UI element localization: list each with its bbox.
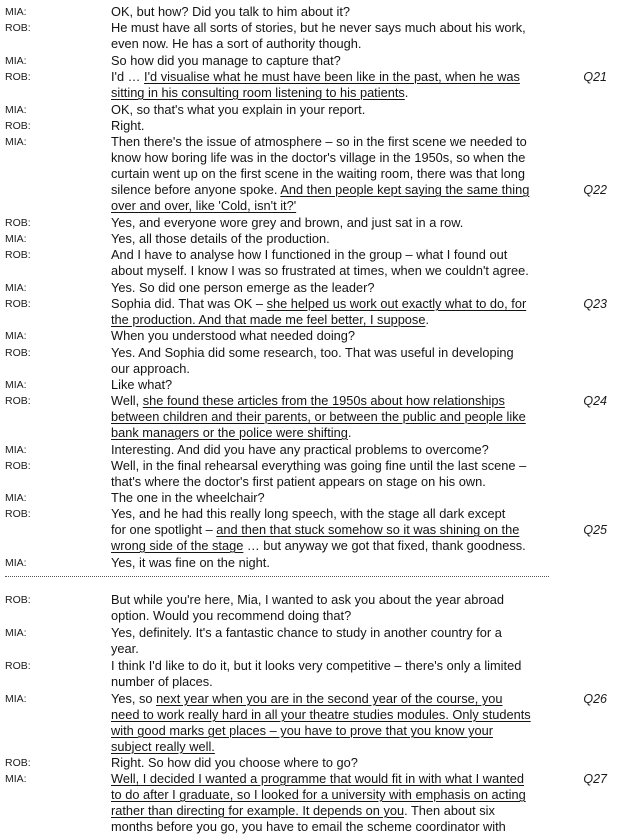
dialogue-text-segment: Yes, so <box>111 691 157 706</box>
dialogue-text <box>111 522 519 538</box>
dialogue-text <box>111 707 531 723</box>
transcript-line <box>0 182 617 198</box>
underlined-answer-text: need to work really hard in all your theatre studies modules. Only students <box>111 707 531 722</box>
dialogue-text <box>111 118 144 134</box>
dialogue-text-segment: Like what? <box>111 377 173 392</box>
underlined-answer-text: Well, I decided I wanted a programme that would fit in with what I wanted <box>111 771 525 786</box>
transcript-line <box>0 361 617 377</box>
dialogue-text-segment: curtain went up on the first scene in the waiting room, there was that long <box>111 166 525 181</box>
dialogue-text-segment: . <box>425 312 430 327</box>
dialogue-text <box>111 803 495 819</box>
transcript-line <box>0 134 617 150</box>
transcript-line <box>0 166 617 182</box>
speaker-label: MIA: <box>5 282 27 294</box>
speaker-label: ROB: <box>5 508 31 520</box>
dialogue-text <box>111 458 526 474</box>
speaker-label: ROB: <box>5 660 31 672</box>
speaker-label: ROB: <box>5 22 31 34</box>
transcript-line <box>0 608 617 624</box>
speaker-label: MIA: <box>5 55 27 67</box>
dialogue-text-segment: Interesting. And did you have any practical problems to overcome? <box>111 442 489 457</box>
dialogue-text <box>111 490 265 506</box>
dialogue-text-segment: about myself. I know I was so frustrated at times, when we couldn't agree. <box>111 263 529 278</box>
transcript-line <box>0 85 617 101</box>
speaker-label: MIA: <box>5 444 27 456</box>
dialogue-text-segment: Sophia did. That was OK – <box>111 296 267 311</box>
transcript-line <box>0 328 617 344</box>
dialogue-text <box>111 608 351 624</box>
dialogue-text-segment: that's where the doctor's first patient appears on stage on his own. <box>111 474 486 489</box>
transcript-line <box>0 247 617 263</box>
transcript-line <box>0 20 617 36</box>
transcript-line <box>0 555 617 571</box>
dialogue-text-segment: Well, <box>111 393 143 408</box>
underlined-answer-text: I'd visualise what he must have been like in the past, when he was <box>144 69 520 84</box>
transcript-line <box>0 458 617 474</box>
transcript-line <box>0 296 617 312</box>
dialogue-text <box>111 393 505 409</box>
dialogue-text-segment: . Then about six <box>404 803 495 818</box>
dialogue-text <box>111 4 350 20</box>
question-number: Q25 <box>583 523 607 537</box>
transcript-line <box>0 592 617 608</box>
dialogue-text <box>111 345 514 361</box>
dialogue-text-segment: Yes, and everyone wore grey and brown, and just sat in a row. <box>111 215 464 230</box>
transcript-line <box>0 641 617 657</box>
transcript-line <box>0 787 617 803</box>
speaker-label: MIA: <box>5 557 27 569</box>
dialogue-text-segment: So how did you manage to capture that? <box>111 53 341 68</box>
transcript-line <box>0 691 617 707</box>
underlined-answer-text: And then people kept saying the same thing <box>280 182 530 197</box>
speaker-label: ROB: <box>5 120 31 132</box>
question-number: Q23 <box>583 297 607 311</box>
dialogue-text-segment: . <box>347 425 352 440</box>
transcript-line <box>0 674 617 690</box>
dialogue-text-segment: Then there's the issue of atmosphere – so in the first scene we needed to <box>111 134 527 149</box>
speaker-label: ROB: <box>5 460 31 472</box>
dialogue-text <box>111 263 529 279</box>
dialogue-text <box>111 506 505 522</box>
dialogue-text <box>111 182 529 198</box>
speaker-label: MIA: <box>5 492 27 504</box>
dialogue-text <box>111 538 526 554</box>
dialogue-text <box>111 723 493 739</box>
transcript-line <box>0 490 617 506</box>
speaker-label: MIA: <box>5 379 27 391</box>
dialogue-text <box>111 691 503 707</box>
transcript-line <box>0 707 617 723</box>
transcript-line <box>0 36 617 52</box>
dialogue-text-segment: option. Would you recommend doing that? <box>111 608 352 623</box>
transcript-line <box>0 522 617 538</box>
transcript-line <box>0 803 617 819</box>
transcript-line <box>0 215 617 231</box>
speaker-label: MIA: <box>5 330 27 342</box>
speaker-label: MIA: <box>5 233 27 245</box>
transcript-line <box>0 819 617 835</box>
dialogue-text-segment: year. <box>111 641 139 656</box>
underlined-answer-text: and then that stuck somehow so it was shining on the <box>216 522 520 537</box>
dialogue-text <box>111 102 365 118</box>
dialogue-text-segment: our approach. <box>111 361 190 376</box>
transcript-line <box>0 658 617 674</box>
transcript-line <box>0 442 617 458</box>
dialogue-text-segment: Yes. So did one person emerge as the leader? <box>111 280 375 295</box>
dialogue-text-segment: silence before anyone spoke. <box>111 182 281 197</box>
transcript-line <box>0 625 617 641</box>
transcript-line <box>0 198 617 214</box>
transcript-line <box>0 723 617 739</box>
dialogue-text-segment: Yes, it was fine on the night. <box>111 555 270 570</box>
transcript-line <box>0 771 617 787</box>
transcript-line <box>0 53 617 69</box>
dialogue-text <box>111 198 296 214</box>
speaker-label: ROB: <box>5 757 31 769</box>
dialogue-text-segment: And I have to analyse how I functioned in the group – what I found out <box>111 247 508 262</box>
underlined-answer-text: she helped us work out exactly what to do, for <box>266 296 527 311</box>
underlined-answer-text: the production. And that made me feel better, I suppose <box>111 312 426 327</box>
speaker-label: MIA: <box>5 627 27 639</box>
speaker-label: ROB: <box>5 71 31 83</box>
transcript-line <box>0 118 617 134</box>
transcript-line <box>0 506 617 522</box>
dialogue-text <box>111 296 526 312</box>
underlined-answer-text: subject really well. <box>111 739 215 754</box>
question-number: Q27 <box>583 772 607 786</box>
dialogue-text <box>111 592 504 608</box>
section-divider <box>5 576 549 577</box>
transcript-line <box>0 377 617 393</box>
dialogue-text <box>111 53 341 69</box>
dialogue-text <box>111 231 330 247</box>
transcript-line <box>0 150 617 166</box>
speaker-label: MIA: <box>5 773 27 785</box>
dialogue-text-segment: OK, but how? Did you talk to him about it? <box>111 4 351 19</box>
dialogue-text <box>111 166 525 182</box>
question-number: Q21 <box>583 70 607 84</box>
dialogue-text <box>111 377 172 393</box>
underlined-answer-text: between children and their parents, or between the public and people like <box>111 409 526 424</box>
dialogue-text <box>111 409 526 425</box>
speaker-label: ROB: <box>5 395 31 407</box>
underlined-answer-text: to do after I graduate, so I looked for a university with emphasis on acting <box>111 787 526 802</box>
question-number: Q24 <box>583 394 607 408</box>
transcript-line <box>0 474 617 490</box>
transcript-line <box>0 231 617 247</box>
dialogue-text-segment: even now. He has a sort of authority though. <box>111 36 362 51</box>
underlined-answer-text: sitting in his consulting room listening to his patients <box>111 85 405 100</box>
dialogue-text-segment: Yes, definitely. It's a fantastic chance to study in another country for a <box>111 625 502 640</box>
question-number: Q22 <box>583 183 607 197</box>
dialogue-text-segment: I'd … <box>111 69 145 84</box>
dialogue-text <box>111 150 525 166</box>
dialogue-text <box>111 739 215 755</box>
speaker-label: ROB: <box>5 249 31 261</box>
speaker-label: MIA: <box>5 104 27 116</box>
dialogue-text-segment: Yes. And Sophia did some research, too. That was useful in developing <box>111 345 514 360</box>
dialogue-text <box>111 215 463 231</box>
dialogue-text <box>111 674 213 690</box>
speaker-label: ROB: <box>5 347 31 359</box>
dialogue-text <box>111 787 526 803</box>
dialogue-text-segment: OK, so that's what you explain in your report. <box>111 102 366 117</box>
dialogue-text <box>111 247 507 263</box>
dialogue-text <box>111 85 408 101</box>
transcript-line <box>0 739 617 755</box>
transcript-line <box>0 393 617 409</box>
dialogue-text <box>111 425 351 441</box>
transcript-line <box>0 345 617 361</box>
dialogue-text <box>111 69 520 85</box>
dialogue-text-segment: . <box>404 85 409 100</box>
underlined-answer-text: she found these articles from the 1950s about how relationships <box>142 393 505 408</box>
dialogue-text <box>111 442 489 458</box>
underlined-answer-text: next year when you are in the second year of the course, you <box>156 691 503 706</box>
dialogue-text <box>111 658 521 674</box>
dialogue-text <box>111 555 270 571</box>
dialogue-text-segment: know how boring life was in the doctor's village in the 1950s, so when the <box>111 150 526 165</box>
dialogue-text-segment: When you understood what needed doing? <box>111 328 356 343</box>
dialogue-text-segment: He must have all sorts of stories, but he never says much about his work, <box>111 20 526 35</box>
dialogue-text <box>111 771 524 787</box>
question-number: Q26 <box>583 692 607 706</box>
dialogue-text <box>111 755 358 771</box>
dialogue-text-segment: Well, in the final rehearsal everything was going fine until the last scene – <box>111 458 527 473</box>
underlined-answer-text: over and over, like 'Cold, isn't it?' <box>111 198 297 213</box>
speaker-label: MIA: <box>5 6 27 18</box>
dialogue-text-segment: number of places. <box>111 674 213 689</box>
transcript-line <box>0 312 617 328</box>
transcript-line <box>0 263 617 279</box>
dialogue-text-segment: I think I'd like to do it, but it looks very competitive – there's only a limited <box>111 658 522 673</box>
dialogue-text <box>111 641 139 657</box>
dialogue-text-segment: … but anyway we got that fixed, thank goodness. <box>243 538 526 553</box>
dialogue-text-segment: Right. <box>111 118 145 133</box>
underlined-answer-text: bank managers or the police were shifting <box>111 425 348 440</box>
dialogue-text-segment: for one spotlight – <box>111 522 217 537</box>
transcript-line <box>0 102 617 118</box>
underlined-answer-text: with good marks get places – you have to prove that you know your <box>111 723 493 738</box>
speaker-label: MIA: <box>5 693 27 705</box>
dialogue-text-segment: The one in the wheelchair? <box>111 490 265 505</box>
dialogue-text <box>111 36 361 52</box>
dialogue-text <box>111 819 506 835</box>
speaker-label: ROB: <box>5 217 31 229</box>
speaker-label: ROB: <box>5 298 31 310</box>
speaker-label: MIA: <box>5 136 27 148</box>
dialogue-text-segment: Right. So how did you choose where to go? <box>111 755 358 770</box>
dialogue-text-segment: But while you're here, Mia, I wanted to ask you about the year abroad <box>111 592 504 607</box>
transcript-line <box>0 69 617 85</box>
transcript-line <box>0 425 617 441</box>
transcript-line <box>0 4 617 20</box>
transcript-line <box>0 538 617 554</box>
dialogue-text <box>111 328 355 344</box>
underlined-answer-text: rather than directing for example. It depends on you <box>111 803 405 818</box>
transcript-line <box>0 280 617 296</box>
transcript-line <box>0 755 617 771</box>
dialogue-text-segment: months before you go, you have to email the scheme coordinator with <box>111 819 506 834</box>
dialogue-text <box>111 312 429 328</box>
transcript-line <box>0 409 617 425</box>
dialogue-text-segment: Yes, and he had this really long speech, with the stage all dark except <box>111 506 506 521</box>
dialogue-text-segment: Yes, all those details of the production. <box>111 231 330 246</box>
underlined-answer-text: wrong side of the stage <box>111 538 244 553</box>
dialogue-text <box>111 474 486 490</box>
dialogue-text <box>111 280 374 296</box>
dialogue-text <box>111 361 190 377</box>
dialogue-text <box>111 134 527 150</box>
speaker-label: ROB: <box>5 594 31 606</box>
dialogue-text <box>111 625 502 641</box>
dialogue-text <box>111 20 526 36</box>
